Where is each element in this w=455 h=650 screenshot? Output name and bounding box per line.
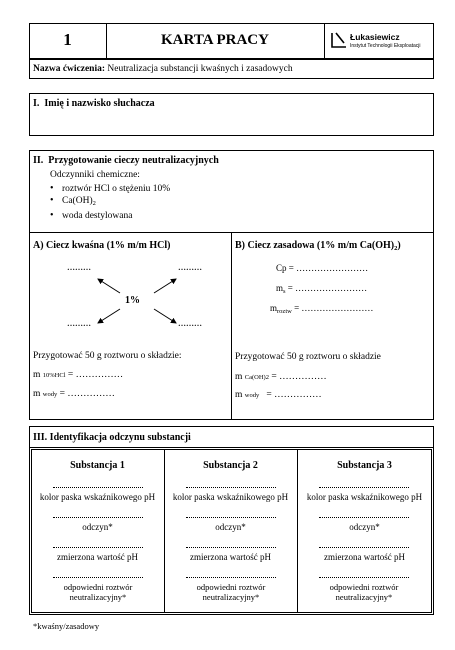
substance-1-reaction-label: odczyn*: [82, 522, 113, 532]
part-b-title: B) Ciecz zasadowa (1% m/m $Ca(OH)_2$): [235, 240, 401, 252]
cross-dots-top-right[interactable]: ………: [178, 263, 202, 272]
substance-2-ph-color-field[interactable]: [186, 487, 276, 488]
section-2-column-divider: [231, 232, 232, 420]
logo-name: Łukasiewicz: [350, 32, 400, 42]
substance-column-1: [31, 449, 164, 613]
substance-2-solution-field[interactable]: [186, 577, 276, 578]
cross-dots-bottom-right[interactable]: ………: [178, 319, 202, 328]
lukasiewicz-logo-icon: [330, 31, 348, 49]
part-b-row-caoh2[interactable]: m Ca(OH)2 = ……………: [235, 372, 327, 382]
substance-column-3: [297, 449, 432, 613]
substance-3-ph-color-label: kolor paska wskaźnikowego pH: [306, 492, 423, 502]
card-number: 1: [63, 30, 72, 49]
exercise-label: Nazwa ćwiczenia:: [33, 64, 106, 74]
part-a-row-water[interactable]: m wody = ……………: [33, 389, 115, 399]
substance-2-ph-color-label: kolor paska wskaźnikowego pH: [172, 492, 289, 502]
section-1-title: I. Imię i nazwisko słuchacza: [33, 98, 155, 109]
substance-1-ph-value-field[interactable]: [53, 547, 143, 548]
reagent-item: • $Ca(OH)_2$: [48, 195, 170, 210]
exercise-value: Neutralizacja substancji kwaśnych i zasadowych: [107, 64, 293, 74]
exercise-name: [33, 64, 293, 74]
substance-1-ph-value-label: zmierzona wartość pH: [57, 552, 138, 562]
substance-2-reaction-field[interactable]: [186, 517, 276, 518]
footnote: *kwaśny/zasadowy: [33, 621, 100, 631]
cross-dots-top-left[interactable]: ………: [67, 263, 91, 272]
substance-1-reaction-field[interactable]: [53, 517, 143, 518]
substance-2-reaction-label: odczyn*: [215, 522, 246, 532]
substance-3-reaction-field[interactable]: [319, 517, 409, 518]
cross-dots-bottom-left[interactable]: ………: [67, 319, 91, 328]
logo: [330, 28, 430, 54]
substance-3-ph-value-field[interactable]: [319, 547, 409, 548]
substance-column-2: [164, 449, 297, 613]
substance-1-ph-color-field[interactable]: [53, 487, 143, 488]
substance-3-ph-value-label: zmierzona wartość pH: [324, 552, 405, 562]
section-3-header-divider: [29, 447, 434, 448]
part-b-prepare: Przygotować 50 g roztworu o składzie: [235, 352, 381, 362]
substance-1-solution-field[interactable]: [53, 577, 143, 578]
substance-3-title: Substancja 3: [337, 460, 392, 471]
section-3-title: III. Identyfikacja odczynu substancji: [33, 432, 191, 443]
substance-3-solution-field[interactable]: [319, 577, 409, 578]
section-2-title: II. Przygotowanie cieczy neutralizacyjnych: [33, 155, 219, 166]
reagents-list: [48, 183, 170, 222]
substance-1-ph-color-label: kolor paska wskaźnikowego pH: [39, 492, 156, 502]
header-divider-right: [324, 23, 325, 59]
cross-center-label: 1%: [125, 295, 140, 306]
part-a-prepare: Przygotować 50 g roztworu o składzie:: [33, 351, 182, 361]
page-title: KARTA PRACY: [161, 32, 269, 48]
substance-1-title: Substancja 1: [70, 460, 125, 471]
substance-3-reaction-label: odczyn*: [349, 522, 380, 532]
substance-2-title: Substancja 2: [203, 460, 258, 471]
substance-3-solution-label: odpowiedni roztwór neutralizacyjny*: [329, 582, 399, 602]
substance-2-ph-value-label: zmierzona wartość pH: [190, 552, 271, 562]
part-b-field-ms[interactable]: $m_s$ = ……………………: [276, 283, 368, 295]
part-b-field-cp[interactable]: Cp = ……………………: [276, 263, 369, 273]
reagents-label: Odczynniki chemiczne:: [50, 170, 140, 180]
reagent-item: • roztwór HCl o stężeniu 10%: [48, 183, 170, 195]
substance-2-ph-value-field[interactable]: [186, 547, 276, 548]
part-b-row-water[interactable]: m wody = ……………: [235, 390, 322, 400]
reagent-item: • woda destylowana: [48, 210, 170, 222]
part-a-title: A) Ciecz kwaśna (1% m/m HCl): [33, 240, 171, 251]
part-b-field-mroztw[interactable]: $m_{roztw}$ = ……………………: [270, 303, 374, 315]
logo-subtitle: Instytut Technologii Eksploatacji: [350, 43, 421, 49]
substance-2-solution-label: odpowiedni roztwór neutralizacyjny*: [196, 582, 266, 602]
part-a-row-hcl[interactable]: m 10%HCl = ……………: [33, 370, 124, 380]
mixing-cross-arrows-icon: [92, 276, 182, 326]
substance-1-solution-label: odpowiedni roztwór neutralizacyjny*: [63, 582, 133, 602]
substance-3-ph-color-field[interactable]: [319, 487, 409, 488]
